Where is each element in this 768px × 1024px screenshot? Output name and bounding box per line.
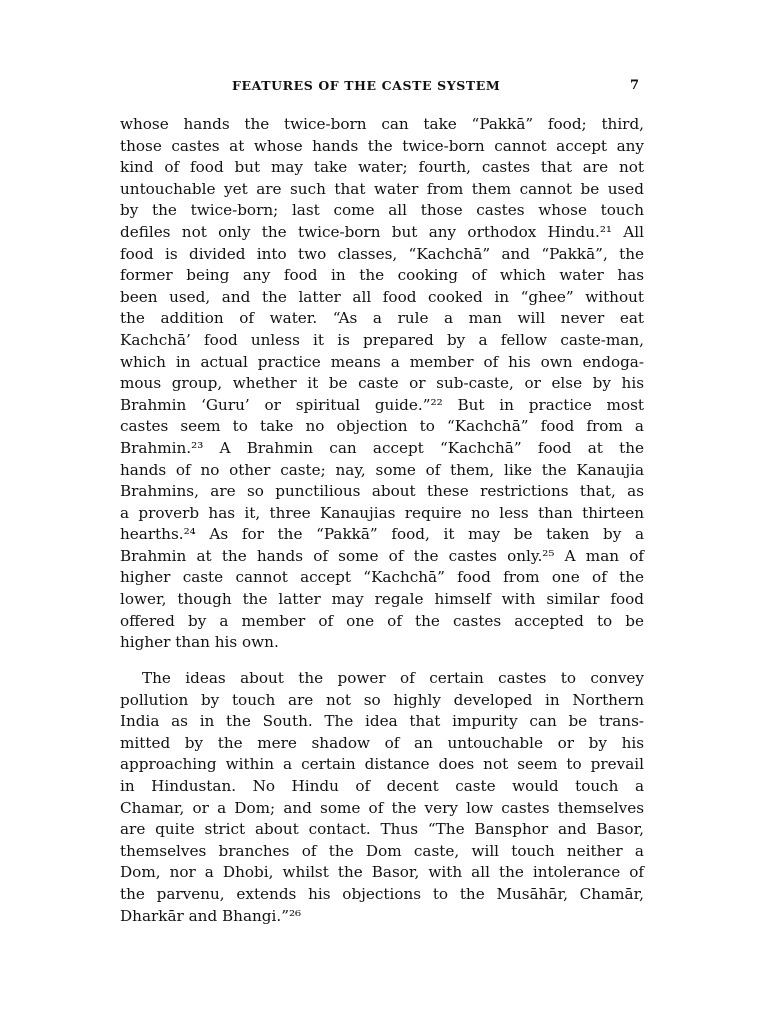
text-line: kind of food but may take water; fourth, castes that are not xyxy=(120,158,644,177)
text-line: pollution by touch are not so highly developed in Northern xyxy=(120,690,644,709)
text-line: Dom, nor a Dhobi, whilst the Basor, with all the intolerance of xyxy=(120,863,644,882)
text-line: lower, though the latter may regale himself with similar food xyxy=(120,590,644,609)
text-line: offered by a member of one of the castes accepted to be xyxy=(120,611,644,630)
text-line: the parvenu, extends his objections to the Musāhār, Chamār, xyxy=(120,884,644,903)
text-line: the addition of water. “As a rule a man will never eat xyxy=(120,309,644,328)
text-line: Brahmin at the hands of some of the castes only.²⁵ A man of xyxy=(120,546,644,565)
text-line: former being any food in the cooking of which water has xyxy=(120,266,644,285)
running-head: FEATURES OF THE CASTE SYSTEM xyxy=(232,78,501,93)
page-number: 7 xyxy=(630,78,640,93)
text-line: The ideas about the power of certain castes to convey xyxy=(142,669,644,687)
text-line: India as in the South. The idea that impurity can be trans- xyxy=(120,712,644,731)
text-line: which in actual practice means a member of his own endoga- xyxy=(120,352,644,371)
text-line: are quite strict about contact. Thus “The Bansphor and Basor, xyxy=(120,820,644,839)
text-line: a proverb has it, three Kanaujias require no less than thirteen xyxy=(120,503,644,522)
text-line: untouchable yet are such that water from them cannot be used xyxy=(120,179,644,198)
text-line: in Hindustan. No Hindu of decent caste would touch a xyxy=(120,776,644,795)
text-line: by the twice-born; last come all those castes whose touch xyxy=(120,201,644,220)
text-line: mous group, whether it be caste or sub-caste, or else by his xyxy=(120,374,644,393)
text-line: higher caste cannot accept “Kachchā” food from one of the xyxy=(120,568,644,587)
text-line: Brahmins, are so punctilious about these restrictions that, as xyxy=(120,482,644,501)
text-line: food is divided into two classes, “Kachchā” and “Pakkā”, the xyxy=(120,244,644,263)
paragraph xyxy=(120,668,644,927)
text-line: those castes at whose hands the twice-born cannot accept any xyxy=(120,136,644,155)
text-line: themselves branches of the Dom caste, will touch neither a xyxy=(120,841,644,860)
text-line: Chamar, or a Dom; and some of the very low castes themselves xyxy=(120,798,644,817)
text-line: Brahmin.²³ A Brahmin can accept “Kachchā” food at the xyxy=(120,438,644,457)
text-line: been used, and the latter all food cooked in “ghee” without xyxy=(120,287,644,306)
paragraph xyxy=(120,114,644,654)
text-line: defiles not only the twice-born but any orthodox Hindu.²¹ All xyxy=(120,222,644,241)
text-line: Brahmin ‘Guru’ or spiritual guide.”²² But in practice most xyxy=(120,395,644,414)
text-line: hearths.²⁴ As for the “Pakkā” food, it may be taken by a xyxy=(120,525,644,544)
text-line: higher than his own. xyxy=(120,633,279,652)
text-line: Kachchā’ food unless it is prepared by a fellow caste-man, xyxy=(120,330,644,349)
text-line: whose hands the twice-born can take “Pakkā” food; third, xyxy=(120,115,644,133)
text-line: mitted by the mere shadow of an untouchable or by his xyxy=(120,733,644,752)
text-line: hands of no other caste; nay, some of them, like the Kanaujia xyxy=(120,460,644,479)
text-line: Dharkār and Bhangi.”²⁶ xyxy=(120,906,302,925)
text-line: approaching within a certain distance does not seem to prevail xyxy=(120,755,644,774)
text-line: castes seem to take no objection to “Kachchā” food from a xyxy=(120,417,644,436)
